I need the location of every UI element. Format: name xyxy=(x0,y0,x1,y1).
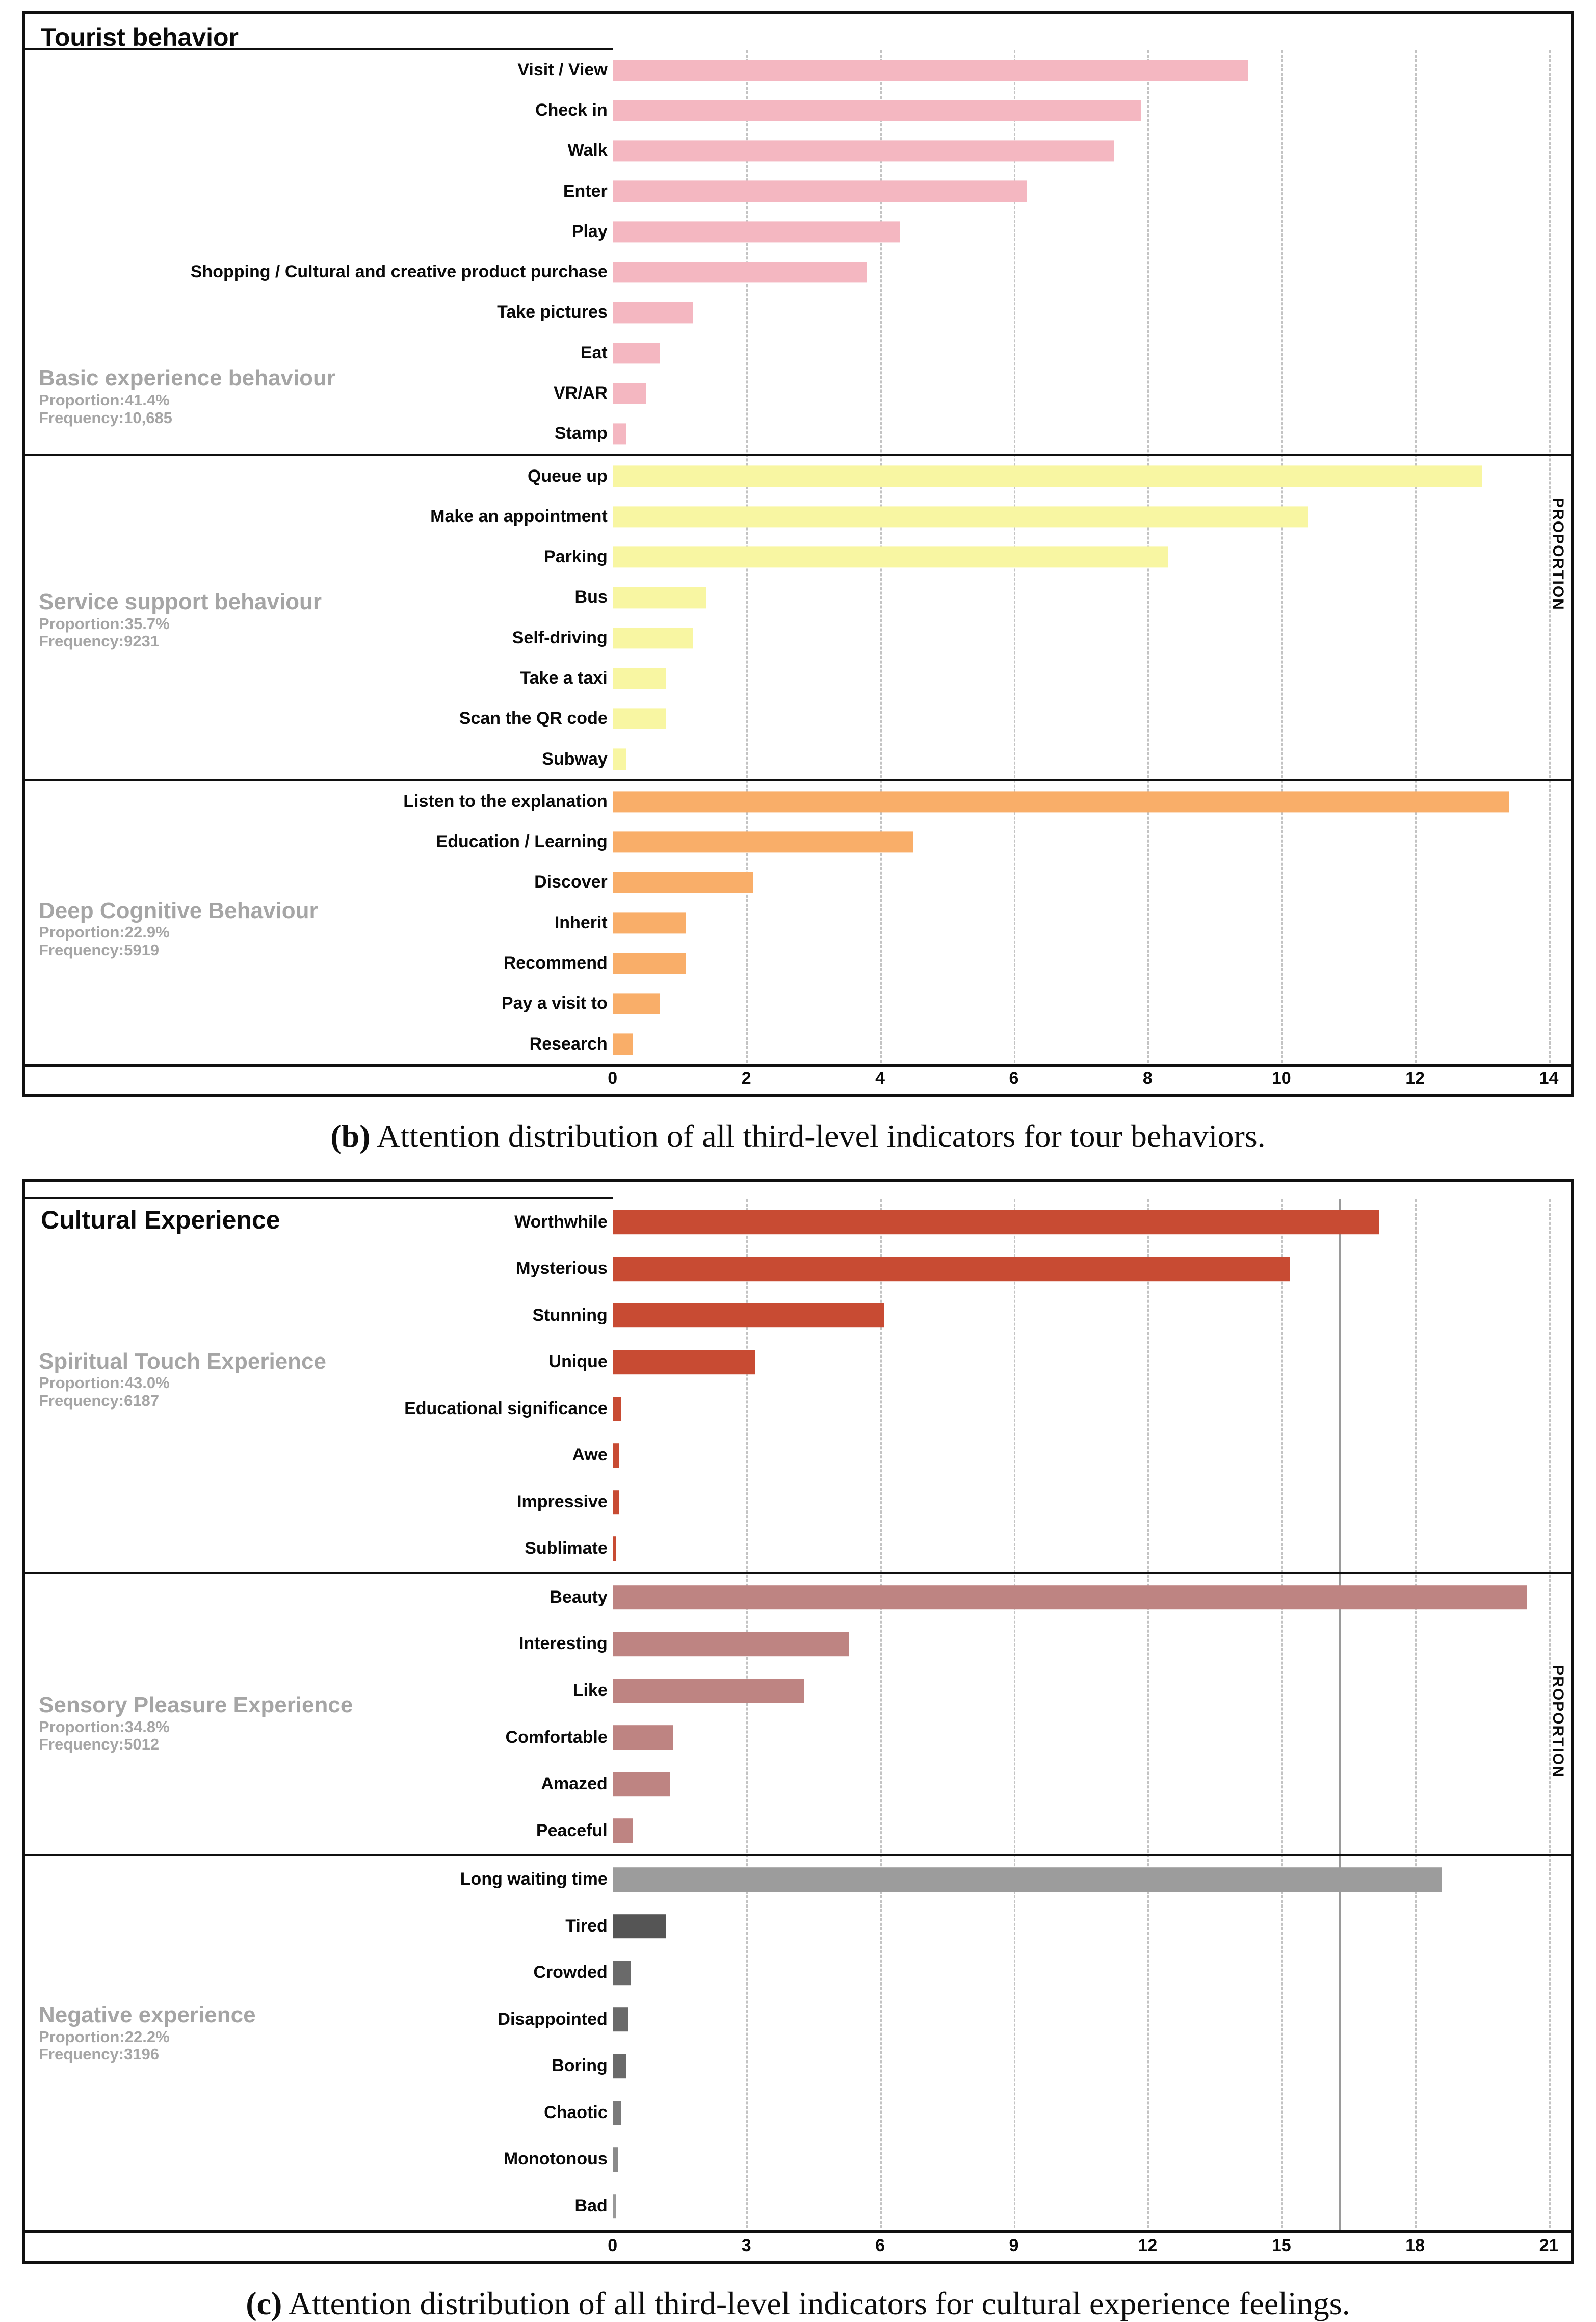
bar-group xyxy=(25,1572,1571,1854)
bar-row xyxy=(25,1245,1571,1292)
bar-row xyxy=(25,1621,1571,1668)
bar xyxy=(613,221,900,242)
bar-track xyxy=(613,1714,1549,1761)
bar-track xyxy=(613,1903,1549,1950)
bar-row xyxy=(25,131,1571,171)
bar-track xyxy=(613,1761,1549,1808)
category-label: Queue up xyxy=(527,466,608,486)
x-axis-tick: 12 xyxy=(1138,2235,1158,2255)
category-label: Impressive xyxy=(517,1492,608,1511)
bar-track xyxy=(613,618,1549,658)
category-label: Discover xyxy=(534,872,608,892)
bar xyxy=(613,383,646,404)
group-name: Negative experience xyxy=(39,2002,256,2027)
bar xyxy=(613,993,660,1014)
category-label: Comfortable xyxy=(505,1727,608,1747)
bar xyxy=(613,141,1114,162)
bar-row xyxy=(25,252,1571,292)
group-label xyxy=(39,589,322,650)
caption-b-text: Attention distribution of all third-level indicators for tour behaviors. xyxy=(370,1118,1266,1154)
bar xyxy=(613,1961,631,1985)
category-label: Amazed xyxy=(541,1774,608,1794)
bar-track xyxy=(613,171,1549,212)
group-frequency: Frequency:5919 xyxy=(39,941,160,959)
bar-row xyxy=(25,1024,1571,1064)
bar-track xyxy=(613,698,1549,739)
category-label: Enter xyxy=(563,181,608,201)
bar-row xyxy=(25,456,1571,497)
bar-track xyxy=(613,1339,1549,1386)
bar-row xyxy=(25,822,1571,862)
bar-row xyxy=(25,863,1571,903)
bar-row xyxy=(25,537,1571,577)
bar-track xyxy=(613,943,1549,983)
group-proportion: Proportion:35.7% xyxy=(39,614,170,633)
x-axis-tick: 2 xyxy=(741,1068,751,1088)
x-axis-tick: 18 xyxy=(1405,2235,1425,2255)
category-label: Boring xyxy=(552,2056,608,2076)
bar xyxy=(613,912,686,933)
bar-track xyxy=(613,537,1549,577)
bar-track xyxy=(613,456,1549,497)
bar-track xyxy=(613,1621,1549,1668)
bar-row xyxy=(25,739,1571,779)
bar-group xyxy=(25,1854,1571,2229)
bar-track xyxy=(613,658,1549,698)
category-label: Like xyxy=(572,1680,608,1700)
group-name: Basic experience behaviour xyxy=(39,366,336,391)
category-label: Bus xyxy=(574,587,608,607)
group-frequency: Frequency:3196 xyxy=(39,2045,160,2064)
bar xyxy=(613,2054,626,2078)
bar-track xyxy=(613,90,1549,131)
bar-track xyxy=(613,1245,1549,1292)
bar xyxy=(613,1443,619,1468)
category-label: Recommend xyxy=(503,953,608,973)
category-label: Inherit xyxy=(554,912,608,932)
bar xyxy=(613,953,686,974)
y-axis-title: PROPORTION xyxy=(1550,1664,1566,1778)
bar-track xyxy=(613,1949,1549,1996)
category-label: Check in xyxy=(535,100,608,120)
plot-area xyxy=(25,50,1571,1067)
bar-group xyxy=(25,454,1571,779)
category-label: Education / Learning xyxy=(436,832,608,852)
bar-track xyxy=(613,2136,1549,2183)
bar xyxy=(613,302,693,323)
bar xyxy=(613,749,626,770)
bar-track xyxy=(613,1292,1549,1339)
bar-track xyxy=(613,983,1549,1024)
category-label: Unique xyxy=(548,1352,608,1372)
bar xyxy=(613,1536,616,1561)
bar-row xyxy=(25,698,1571,739)
category-label: Self-driving xyxy=(512,628,608,647)
chart-title: Tourist behavior xyxy=(41,23,239,51)
bar-row xyxy=(25,1292,1571,1339)
category-label: Mysterious xyxy=(516,1259,608,1279)
bar-track xyxy=(613,497,1549,537)
bar xyxy=(613,181,1027,202)
bar xyxy=(613,1867,1442,1892)
bar xyxy=(613,546,1168,567)
chart-b-frame xyxy=(22,11,1574,1097)
bar-track xyxy=(613,1996,1549,2043)
chart-title: Cultural Experience xyxy=(41,1205,280,1234)
bar-row xyxy=(25,781,1571,822)
category-label: Educational significance xyxy=(404,1398,608,1418)
bar xyxy=(613,1210,1379,1235)
bar xyxy=(613,1679,804,1703)
bar xyxy=(613,831,913,852)
bar-row xyxy=(25,293,1571,333)
bar-group xyxy=(25,1199,1571,1572)
category-label: Research xyxy=(529,1034,608,1054)
category-label: Visit / View xyxy=(517,60,608,80)
bar-track xyxy=(613,1525,1549,1572)
bar-track xyxy=(613,578,1549,618)
category-label: Parking xyxy=(544,547,608,567)
bar xyxy=(613,100,1141,121)
bar-row xyxy=(25,983,1571,1024)
bar-row xyxy=(25,171,1571,212)
x-axis-tick: 14 xyxy=(1539,1068,1559,1088)
caption-b xyxy=(5,1117,1591,1155)
group-proportion: Proportion:22.9% xyxy=(39,923,170,942)
bar-track xyxy=(613,903,1549,943)
group-name: Sensory Pleasure Experience xyxy=(39,1692,353,1717)
x-axis-ticks xyxy=(608,2235,1559,2259)
category-label: Take a taxi xyxy=(520,668,608,688)
category-label: Crowded xyxy=(533,1963,608,1982)
category-label: Peaceful xyxy=(536,1820,608,1840)
group-frequency: Frequency:9231 xyxy=(39,632,160,650)
caption-b-tag: (b) xyxy=(330,1118,371,1154)
chart-c-frame xyxy=(22,1179,1574,2264)
group-frequency: Frequency:6187 xyxy=(39,1392,160,1410)
bar xyxy=(613,587,707,608)
group-proportion: Proportion:22.2% xyxy=(39,2027,170,2046)
category-label: Scan the QR code xyxy=(459,709,608,728)
bar xyxy=(613,628,693,648)
bar-track xyxy=(613,1199,1549,1246)
bar-track xyxy=(613,822,1549,862)
y-axis-title: PROPORTION xyxy=(1550,498,1566,611)
bar xyxy=(613,2194,616,2219)
category-label: Monotonous xyxy=(503,2149,608,2169)
bar-track xyxy=(613,333,1549,373)
bar-row xyxy=(25,1432,1571,1479)
bar-track xyxy=(613,414,1549,454)
x-axis-tick: 6 xyxy=(875,2235,885,2255)
group-label xyxy=(39,898,318,959)
bar-track xyxy=(613,293,1549,333)
category-label: Tired xyxy=(565,1916,608,1936)
bar-track xyxy=(613,1808,1549,1855)
category-label: Bad xyxy=(574,2196,608,2215)
bar xyxy=(613,466,1482,487)
bar-track xyxy=(613,1856,1549,1903)
bar-row xyxy=(25,658,1571,698)
bar-row xyxy=(25,1761,1571,1808)
bar-track xyxy=(613,1432,1549,1479)
bar-track xyxy=(613,212,1549,252)
bar xyxy=(613,1819,633,1843)
x-axis-tick: 12 xyxy=(1405,1068,1425,1088)
bar xyxy=(613,1490,619,1515)
top-rule xyxy=(25,1197,613,1199)
bar-track xyxy=(613,373,1549,413)
x-axis-tick: 8 xyxy=(1142,1068,1153,1088)
category-label: Long waiting time xyxy=(460,1869,608,1889)
chart-c-section xyxy=(0,1179,1596,2322)
category-label: Take pictures xyxy=(497,302,608,322)
bar xyxy=(613,1772,671,1796)
bar xyxy=(613,668,666,689)
bar-track xyxy=(613,781,1549,822)
chart-b-section xyxy=(0,11,1596,1155)
group-proportion: Proportion:41.4% xyxy=(39,391,170,409)
bar-row xyxy=(25,212,1571,252)
bar-row xyxy=(25,497,1571,537)
x-axis-tick: 10 xyxy=(1271,1068,1291,1088)
bar-row xyxy=(25,2043,1571,2090)
group-proportion: Proportion:43.0% xyxy=(39,1374,170,1392)
bar xyxy=(613,1257,1290,1281)
category-label: Eat xyxy=(580,343,608,362)
bar xyxy=(613,1726,673,1750)
x-axis-ticks xyxy=(608,1067,1559,1092)
x-axis-tick: 6 xyxy=(1009,1068,1019,1088)
bar-track xyxy=(613,1479,1549,1526)
category-label: VR/AR xyxy=(553,383,608,403)
category-label: Pay a visit to xyxy=(501,994,608,1013)
bar xyxy=(613,2147,618,2172)
bar-row xyxy=(25,1574,1571,1621)
bar xyxy=(613,424,626,445)
bar-track xyxy=(613,2183,1549,2230)
x-axis-tick: 21 xyxy=(1539,2235,1559,2255)
bar xyxy=(613,343,660,363)
bar xyxy=(613,1350,755,1374)
category-label: Stamp xyxy=(554,424,608,443)
x-axis-tick: 9 xyxy=(1009,2235,1019,2255)
bar-group xyxy=(25,50,1571,454)
category-label: Listen to the explanation xyxy=(403,791,608,811)
bar-groups xyxy=(25,1199,1571,2233)
group-label xyxy=(39,1348,326,1410)
x-axis-tick: 4 xyxy=(875,1068,885,1088)
rows xyxy=(25,1856,1571,2229)
bar-track xyxy=(613,863,1549,903)
bar xyxy=(613,1585,1527,1610)
bar xyxy=(613,709,666,729)
group-frequency: Frequency:5012 xyxy=(39,1735,160,1754)
category-label: Chaotic xyxy=(544,2102,608,2122)
bar xyxy=(613,872,753,893)
category-label: Interesting xyxy=(518,1634,608,1654)
bar-row xyxy=(25,1903,1571,1950)
caption-c xyxy=(5,2285,1591,2322)
bar-row xyxy=(25,90,1571,131)
x-axis-tick: 3 xyxy=(741,2235,751,2255)
x-axis-tick: 0 xyxy=(608,2235,618,2255)
bar xyxy=(613,60,1248,81)
bar-track xyxy=(613,131,1549,171)
caption-c-text: Attention distribution of all third-level indicators for cultural experience feelings. xyxy=(282,2285,1350,2321)
group-name: Deep Cognitive Behaviour xyxy=(39,898,318,923)
category-label: Beauty xyxy=(550,1587,608,1607)
plot-area xyxy=(25,1199,1571,2233)
category-label: Sublimate xyxy=(525,1538,608,1558)
group-label xyxy=(39,365,335,427)
category-label: Subway xyxy=(542,749,608,769)
bar xyxy=(613,1397,621,1421)
bar-row xyxy=(25,1479,1571,1526)
bar-row xyxy=(25,2090,1571,2136)
caption-c-tag: (c) xyxy=(246,2285,282,2321)
bar-row xyxy=(25,50,1571,90)
bar xyxy=(613,791,1509,812)
bar-track xyxy=(613,1574,1549,1621)
bar xyxy=(613,1303,885,1328)
category-label: Worthwhile xyxy=(514,1212,608,1232)
group-frequency: Frequency:10,685 xyxy=(39,409,172,427)
bar-row xyxy=(25,2183,1571,2230)
group-label xyxy=(39,1692,353,1754)
bar-row xyxy=(25,1949,1571,1996)
bar-track xyxy=(613,252,1549,292)
group-label xyxy=(39,2002,256,2064)
group-name: Service support behaviour xyxy=(39,589,322,614)
bar-track xyxy=(613,1024,1549,1064)
bar-groups xyxy=(25,50,1571,1067)
category-label: Disappointed xyxy=(498,2009,608,2029)
category-label: Make an appointment xyxy=(430,506,608,526)
bar xyxy=(613,1914,666,1939)
bar-row xyxy=(25,1808,1571,1855)
group-name: Spiritual Touch Experience xyxy=(39,1348,326,1374)
bar xyxy=(613,1034,633,1055)
bar xyxy=(613,262,867,282)
bar-track xyxy=(613,2043,1549,2090)
category-label: Walk xyxy=(567,141,608,161)
category-label: Shopping / Cultural and creative product purchase xyxy=(190,262,608,282)
bar-row xyxy=(25,1525,1571,1572)
category-label: Awe xyxy=(572,1445,608,1465)
bar xyxy=(613,506,1308,527)
bar xyxy=(613,2101,621,2125)
bar-row xyxy=(25,1856,1571,1903)
category-label: Stunning xyxy=(532,1305,608,1325)
category-label: Play xyxy=(571,221,608,241)
bar-track xyxy=(613,1386,1549,1432)
bar-track xyxy=(613,1667,1549,1714)
x-axis-tick: 15 xyxy=(1271,2235,1291,2255)
bar-row xyxy=(25,2136,1571,2183)
group-proportion: Proportion:34.8% xyxy=(39,1717,170,1736)
bar-row xyxy=(25,1996,1571,2043)
bar-track xyxy=(613,50,1549,90)
bar-track xyxy=(613,2090,1549,2136)
bar xyxy=(613,2007,629,2032)
bar xyxy=(613,1632,849,1656)
bar-track xyxy=(613,739,1549,779)
x-axis-tick: 0 xyxy=(608,1068,618,1088)
bar-group xyxy=(25,779,1571,1064)
